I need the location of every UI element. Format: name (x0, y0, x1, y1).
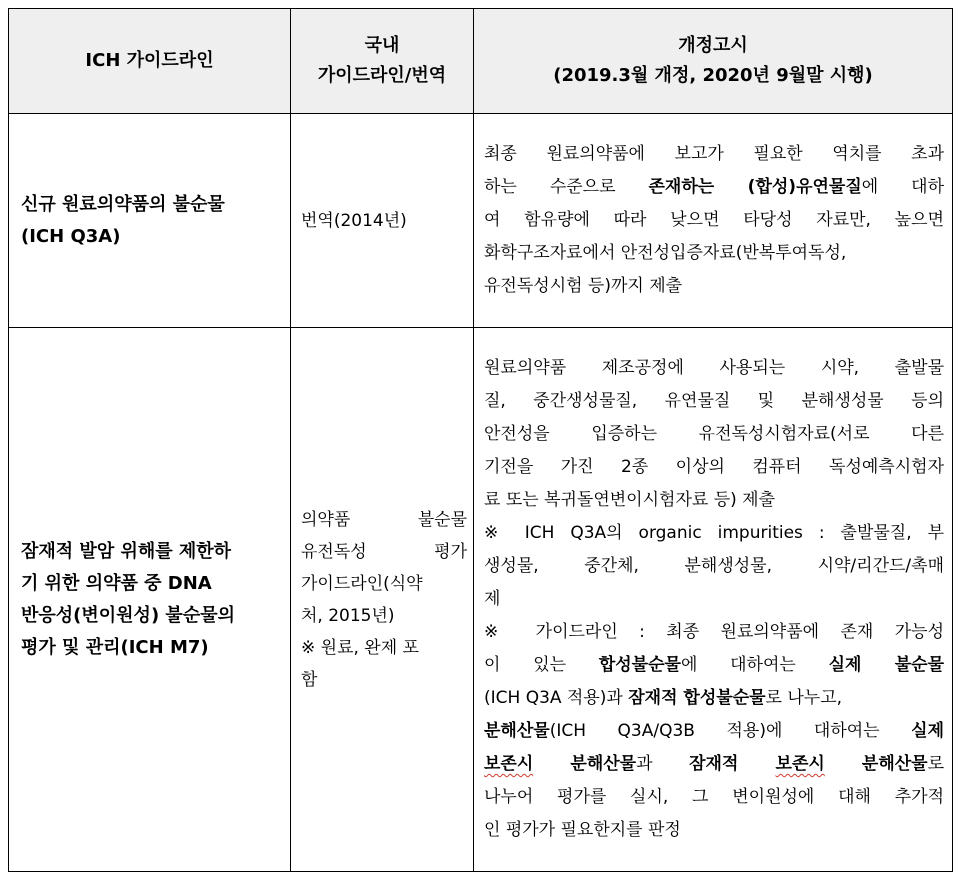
row2-domestic-line: ※ 원료, 완제 포 (301, 637, 419, 658)
row1-domestic-text: 번역(2014년) (301, 210, 407, 231)
row2-domestic-line: 함 (301, 669, 318, 690)
desc-line: 원료의약품 제조공정에 사용되는 시약, 출발물 (484, 358, 944, 378)
row1-description (474, 114, 953, 328)
guideline-comparison-table (8, 8, 953, 872)
row2-domestic-line: 의약품 불순물 (301, 509, 467, 530)
desc-line: 료 또는 복귀돌연변이시험자료 등) 제출 (484, 490, 775, 510)
desc-line: 유전독성시험 등)까지 제출 (484, 276, 683, 296)
header-ich-guideline (9, 9, 291, 114)
header-domestic-line2: 가이드라인/번역 (317, 65, 447, 86)
table-header-row (9, 9, 953, 114)
desc-line: 분해산물(ICH Q3A/Q3B 적용)에 대하여는 실제 (484, 721, 944, 741)
desc-line: ※ 가이드라인 : 최종 원료의약품에 존재 가능성 (484, 622, 944, 642)
desc-line: 하는 수준으로 존재하는 (합성)유연물질에 대하 (484, 177, 945, 197)
desc-line: 나누어 평가를 실시, 그 변이원성에 대해 추가적 (484, 787, 944, 807)
header-revision-line2: (2019.3월 개정, 2020년 9월말 시행) (553, 65, 873, 86)
row2-name-line: 반응성(변이원성) 불순물의 (21, 604, 235, 626)
row1-domestic (291, 114, 474, 328)
row2-name-line: 기 위한 의약품 중 DNA (21, 572, 212, 594)
desc-line: 이 있는 합성불순물에 대하여는 실제 불순물 (484, 655, 944, 675)
header-ich-guideline-text: ICH 가이드라인 (85, 50, 214, 71)
table-row (9, 328, 953, 872)
desc-line: 보존시 분해산물과 잠재적 보존시 분해산물로 (484, 754, 945, 774)
row2-domestic-line: 유전독성 평가 (301, 541, 467, 562)
desc-line: 안전성을 입증하는 유전독성시험자료(서로 다른 (484, 424, 944, 444)
row2-domestic-line: 처, 2015년) (301, 605, 395, 626)
row2-name-line: 평가 및 관리(ICH M7) (21, 636, 209, 658)
desc-line: 최종 원료의약품에 보고가 필요한 역치를 초과 (484, 144, 944, 164)
row1-name-line: 신규 원료의약품의 불순물 (21, 193, 225, 215)
desc-line: 여 함유량에 따라 낮으면 타당성 자료만, 높으면 (484, 210, 944, 230)
row2-name-line: 잠재적 발암 위해를 제한하 (21, 540, 232, 562)
desc-line: 제 (484, 589, 501, 609)
row2-domestic-line: 가이드라인(식약 (301, 573, 423, 594)
row1-guideline-name (9, 114, 291, 328)
desc-line: 화학구조자료에서 안전성입증자료(반복투여독성, (484, 243, 847, 263)
desc-line: (ICH Q3A 적용)과 잠재적 합성불순물로 나누고, (484, 688, 843, 708)
row2-domestic (291, 328, 474, 872)
header-revision-notice (474, 9, 953, 114)
desc-line: 생성물, 중간체, 분해생성물, 시약/리간드/촉매 (484, 556, 944, 576)
desc-line: 기전을 가진 2종 이상의 컴퓨터 독성예측시험자 (484, 457, 944, 477)
desc-line: 질, 중간생성물질, 유연물질 및 분해생성물 등의 (484, 391, 944, 411)
row2-guideline-name (9, 328, 291, 872)
row2-description (474, 328, 953, 872)
table-row (9, 114, 953, 328)
header-domestic-guideline (291, 9, 474, 114)
desc-line: 인 평가가 필요한지를 판정 (484, 820, 681, 840)
row1-name-line: (ICH Q3A) (21, 225, 121, 247)
header-domestic-line1: 국내 (364, 35, 400, 56)
desc-line: ※ ICH Q3A의 organic impurities : 출발물질, 부 (484, 523, 944, 543)
header-revision-line1: 개정고시 (678, 35, 748, 56)
